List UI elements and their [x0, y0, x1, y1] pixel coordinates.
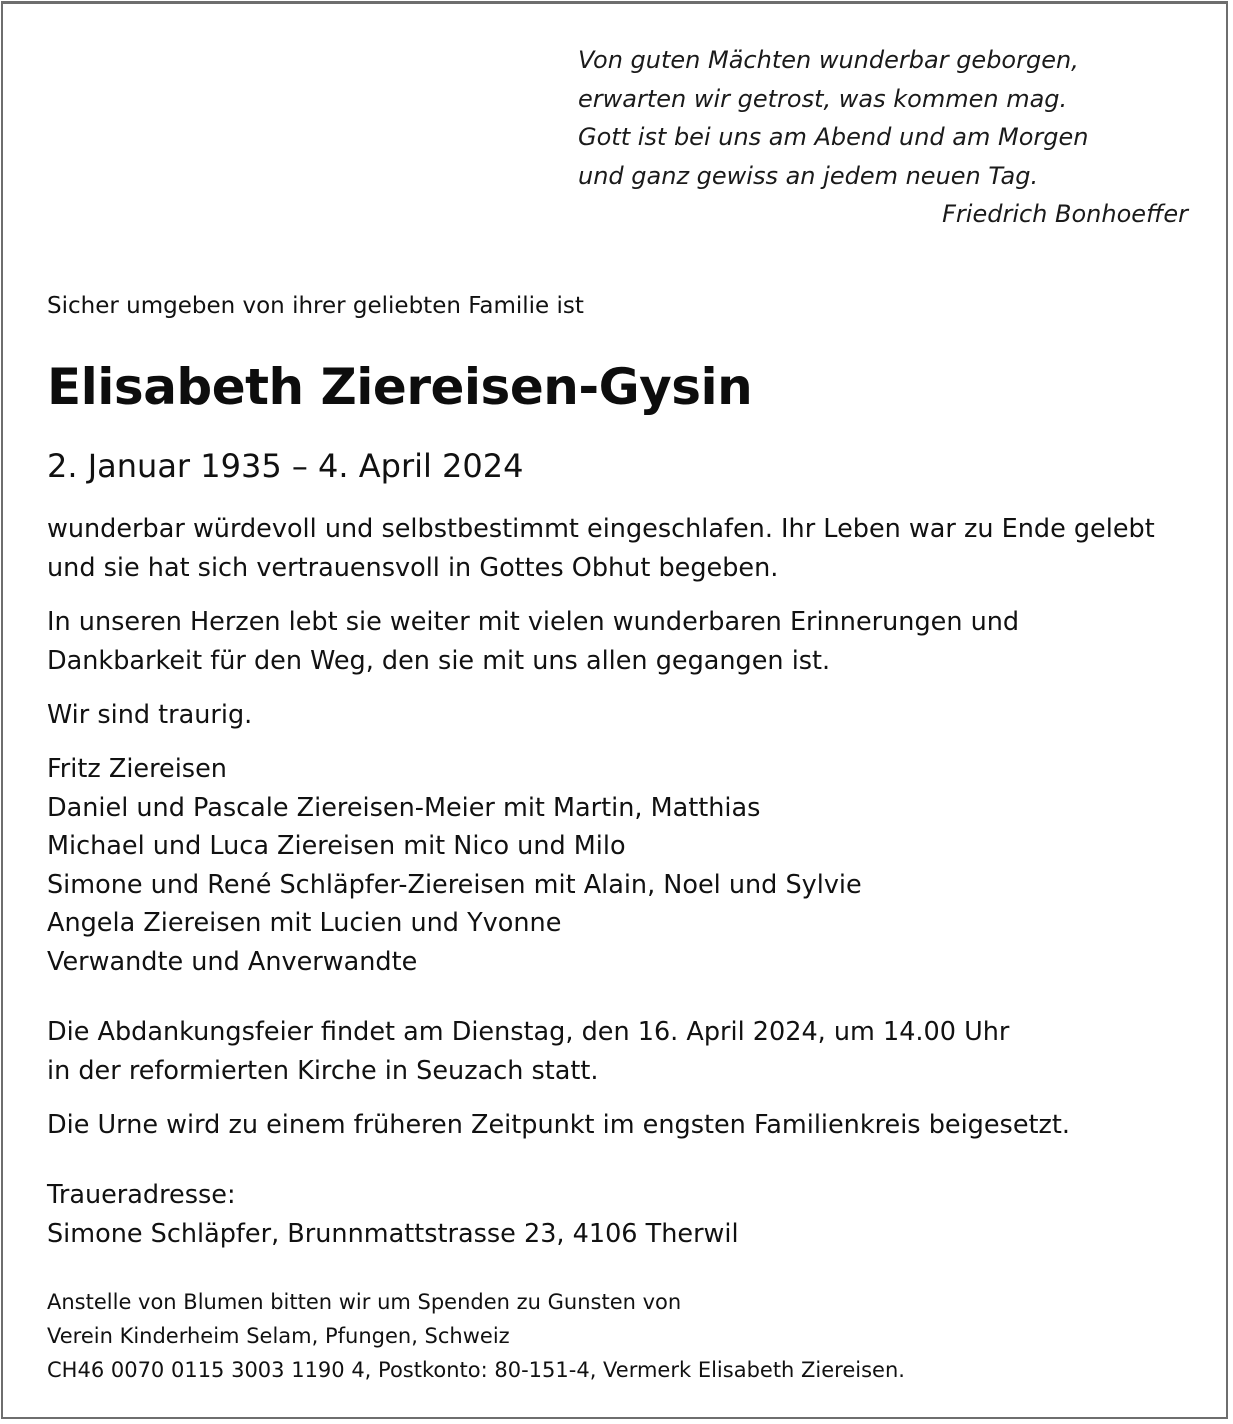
- urn-info: Die Urne wird zu einem früheren Zeitpunkt im engsten Familienkreis beigesetzt.: [47, 1110, 1070, 1140]
- donation-line: Anstelle von Blumen bitten wir um Spenden zu Gunsten von: [47, 1290, 682, 1314]
- memory-paragraph: [47, 603, 1019, 680]
- family-list: [47, 750, 862, 981]
- passing-paragraph: [47, 510, 1155, 587]
- quote-line: und ganz gewiss an jedem neuen Tag.: [578, 161, 1039, 190]
- paragraph-line: wunderbar würdevoll und selbstbestimmt eingeschlafen. Ihr Leben war zu Ende gelebt: [47, 514, 1155, 544]
- ceremony-line: in der reformierten Kirche in Seuzach statt.: [47, 1055, 599, 1086]
- life-dates: 2. Januar 1935 – 4. April 2024: [47, 447, 524, 485]
- quote-line: Gott ist bei uns am Abend und am Morgen: [578, 123, 1089, 151]
- paragraph-line: und sie hat sich vertrauensvoll in Gottes Obhut begeben.: [47, 552, 779, 583]
- mourning-line: Wir sind traurig.: [47, 700, 253, 730]
- donation-line: Verein Kinderheim Selam, Pfungen, Schweiz: [47, 1324, 510, 1348]
- quote-author: Friedrich Bonhoeffer: [942, 200, 1188, 228]
- bonhoeffer-quote: [578, 41, 1190, 234]
- quote-line: Von guten Mächten wunderbar geborgen,: [578, 46, 1079, 74]
- paragraph-line: In unseren Herzen lebt sie weiter mit vielen wunderbaren Erinnerungen und: [47, 607, 1020, 637]
- intro-text: Sicher umgeben von ihrer geliebten Familie ist: [47, 293, 584, 319]
- address-label: Traueradresse:: [47, 1180, 236, 1210]
- mourning-address: [47, 1176, 739, 1253]
- family-member: Simone und René Schläpfer-Ziereisen mit Alain, Noel und Sylvie: [47, 869, 862, 900]
- deceased-name: Elisabeth Ziereisen-Gysin: [47, 358, 753, 416]
- family-member: Michael und Luca Ziereisen mit Nico und Milo: [47, 831, 626, 861]
- donation-info: [47, 1285, 905, 1387]
- family-member: Daniel und Pascale Ziereisen-Meier mit Martin, Matthias: [47, 792, 761, 823]
- donation-line: CH46 0070 0115 3003 1190 4, Postkonto: 80-151-4, Vermerk Elisabeth Ziereisen.: [47, 1358, 905, 1382]
- family-member: Fritz Ziereisen: [47, 754, 227, 784]
- ceremony-line: Die Abdankungsfeier findet am Dienstag, den 16. April 2024, um 14.00 Uhr: [47, 1017, 1010, 1047]
- family-member: Angela Ziereisen mit Lucien und Yvonne: [47, 908, 562, 938]
- address-value: Simone Schläpfer, Brunnmattstrasse 23, 4106 Therwil: [47, 1218, 739, 1249]
- paragraph-line: Dankbarkeit für den Weg, den sie mit uns allen gegangen ist.: [47, 645, 831, 676]
- ceremony-info: [47, 1013, 1009, 1090]
- family-member: Verwandte und Anverwandte: [47, 946, 418, 977]
- quote-line: erwarten wir getrost, was kommen mag.: [578, 84, 1068, 113]
